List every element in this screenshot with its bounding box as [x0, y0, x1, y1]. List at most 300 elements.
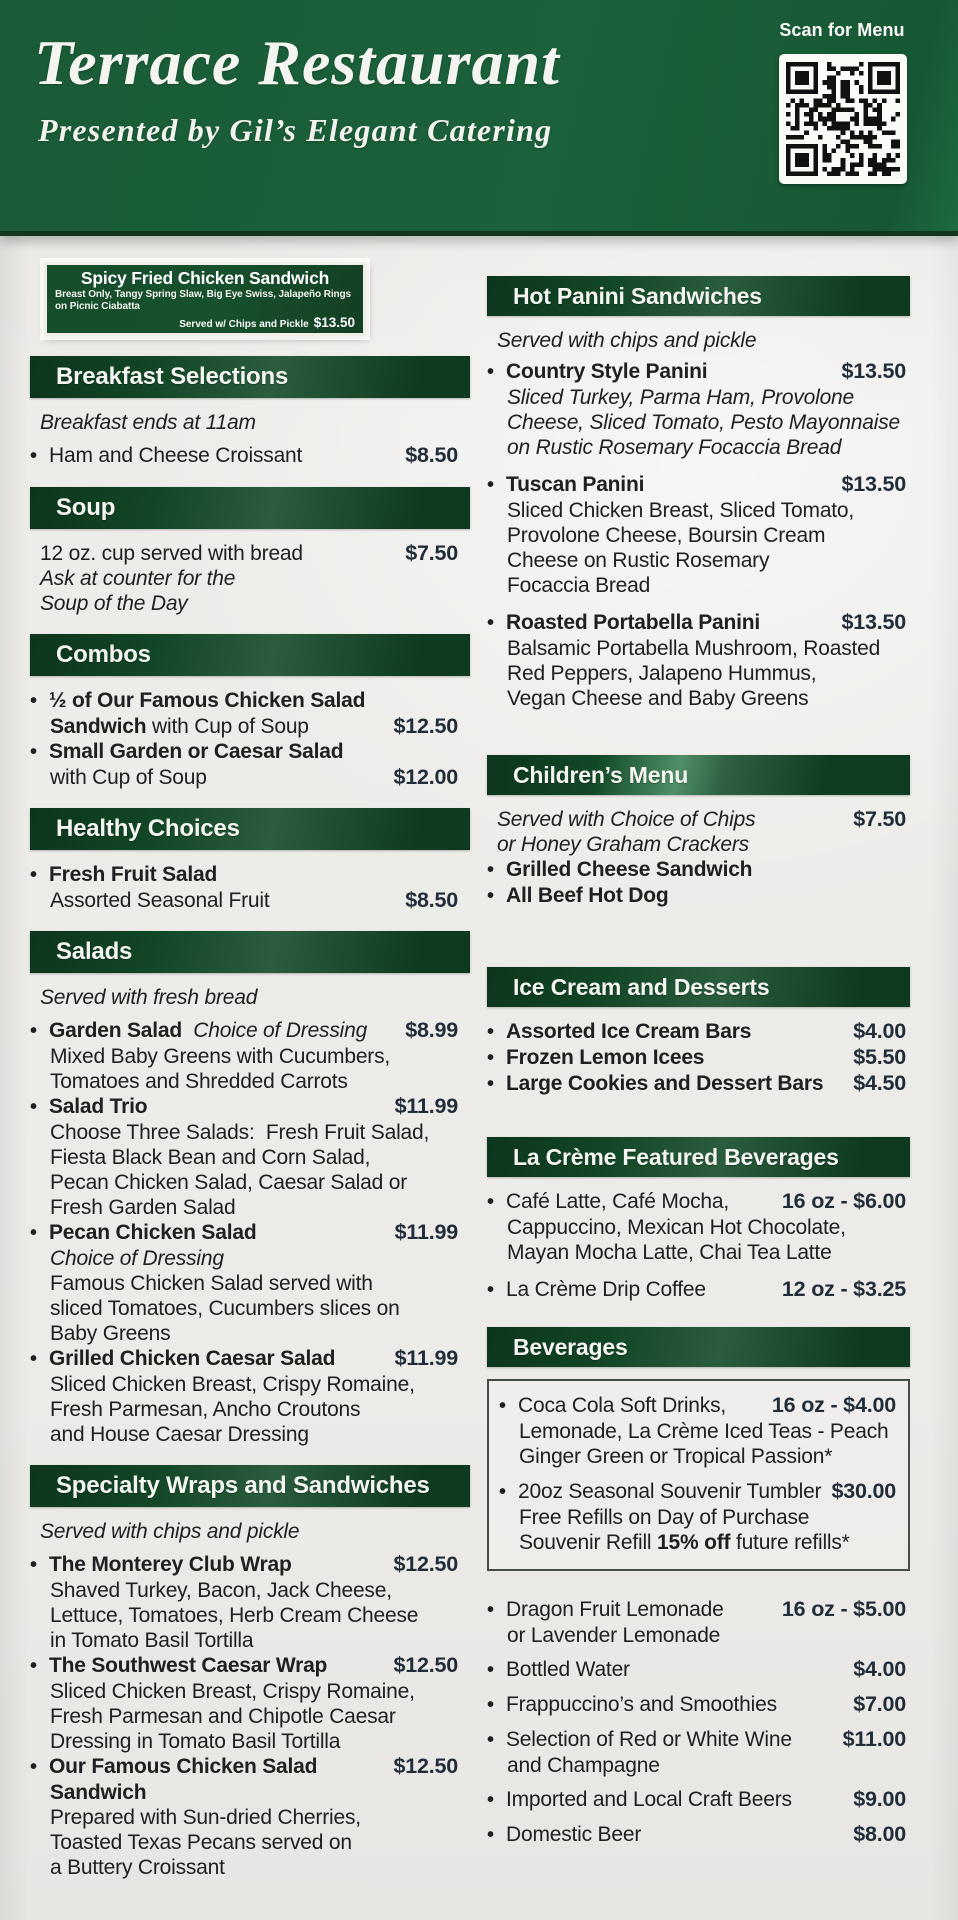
menu-item-price: $9.00 — [853, 1787, 906, 1811]
text-segment: Served with Choice of Chips — [497, 808, 756, 831]
menu-row — [487, 1071, 910, 1097]
text-segment: Cappuccino, Mexican Hot Chocolate, — [507, 1216, 846, 1239]
menu-row — [30, 888, 470, 913]
menu-item-text — [49, 1220, 256, 1245]
menu-row — [30, 1519, 470, 1544]
menu-row — [30, 1422, 470, 1447]
menu-item-text — [40, 591, 188, 616]
text-segment: Imported and Local Craft Beers — [506, 1788, 792, 1811]
menu-row — [487, 686, 910, 711]
text-segment: Domestic Beer — [506, 1823, 642, 1846]
text-segment: Ginger Green or Tropical Passion* — [519, 1445, 833, 1468]
menu-item-text — [507, 435, 841, 460]
text-segment: Tomatoes and Shredded Carrots — [50, 1070, 348, 1093]
menu-row — [487, 1215, 910, 1240]
menu-section — [487, 276, 910, 711]
menu-item-text — [506, 1045, 704, 1070]
menu-row — [30, 1704, 470, 1729]
text-segment: Balsamic Portabella Mushroom, Roasted — [507, 637, 881, 660]
menu-item-text — [506, 1787, 792, 1812]
menu-item-text — [50, 1397, 360, 1422]
menu-item-text — [49, 688, 365, 713]
menu-item-text — [40, 410, 256, 435]
menu-item-text — [50, 1069, 348, 1094]
bullet: • — [30, 1020, 37, 1042]
bullet: • — [487, 1021, 494, 1043]
menu-row — [30, 1069, 470, 1094]
menu-item-text — [49, 739, 343, 764]
menu-item-text — [507, 548, 769, 573]
menu-item-price: $12.00 — [393, 765, 458, 789]
section-title: Beverages — [513, 1334, 628, 1360]
menu-row — [487, 832, 910, 857]
text-segment: Fresh Garden Salad — [50, 1196, 236, 1219]
menu-item-text — [507, 661, 816, 686]
menu-row — [499, 1393, 900, 1419]
section-rows — [30, 410, 470, 469]
section-title: Healthy Choices — [56, 815, 240, 842]
text-segment: Pecan Chicken Salad, Caesar Salad or — [50, 1171, 408, 1194]
menu-item-text — [507, 573, 650, 598]
menu-item-text — [50, 1246, 224, 1271]
text-segment: Fresh Parmesan, Ancho Croutons — [50, 1398, 361, 1421]
section-title: Breakfast Selections — [56, 363, 289, 390]
section-title: Ice Cream and Desserts — [513, 974, 770, 1000]
text-segment: 15% off — [657, 1531, 731, 1554]
text-segment: Sandwich — [50, 1781, 147, 1804]
menu-item-text — [506, 883, 668, 908]
text-segment: and Champagne — [507, 1754, 660, 1777]
text-segment: Choice of Dressing — [181, 1019, 368, 1042]
menu-section — [30, 487, 470, 616]
menu-item-text — [507, 410, 900, 435]
menu-row — [487, 1623, 910, 1648]
menu-row — [30, 714, 470, 739]
menu-item-text — [507, 1215, 846, 1240]
menu-item-price: $7.50 — [853, 807, 906, 831]
text-segment: Toasted Texas Pecans served on — [50, 1831, 352, 1854]
text-segment: Fiesta Black Bean and Corn Salad, — [50, 1146, 371, 1169]
menu-item-price: $13.50 — [841, 359, 906, 383]
bullet: • — [487, 1073, 494, 1095]
section-rows — [30, 688, 470, 790]
menu-row — [30, 1653, 470, 1679]
menu-row — [30, 541, 470, 566]
menu-item-text — [40, 566, 235, 591]
section-title: Soup — [56, 494, 116, 521]
menu-item-text — [49, 1754, 317, 1779]
menu-row — [499, 1419, 900, 1444]
section-header-bar — [30, 808, 470, 850]
menu-item-price: $7.00 — [853, 1692, 906, 1716]
bullet: • — [30, 1222, 37, 1244]
section-rows — [30, 1519, 470, 1880]
section-title: Children’s Menu — [513, 762, 689, 788]
text-segment: Dragon Fruit Lemonade — [506, 1598, 724, 1621]
text-segment: Mayan Mocha Latte, Chai Tea Latte — [507, 1241, 832, 1264]
bullet: • — [487, 1789, 494, 1811]
menu-item-text — [506, 1189, 729, 1214]
scan-for-menu-label: Scan for Menu — [779, 20, 905, 40]
text-segment: Cheese, Sliced Tomato, Pesto Mayonnaise — [507, 411, 900, 434]
menu-row — [30, 1246, 470, 1271]
menu-item-text — [50, 1578, 392, 1603]
menu-row — [487, 1277, 910, 1303]
text-segment: with Cup of Soup — [146, 715, 309, 738]
menu-row — [487, 573, 910, 598]
menu-item-text — [49, 862, 217, 887]
bullet: • — [499, 1395, 506, 1417]
text-segment: Roasted Portabella Panini — [506, 611, 761, 634]
menu-row — [30, 862, 470, 888]
text-segment: Served with fresh bread — [40, 986, 258, 1009]
text-segment: a Buttery Croissant — [50, 1856, 225, 1879]
menu-item-text — [506, 1597, 724, 1622]
section-header-bar — [487, 1327, 910, 1367]
menu-row — [30, 1855, 470, 1880]
text-segment: Soup of the Day — [40, 592, 188, 615]
menu-item-text — [506, 472, 644, 497]
text-segment: on Rustic Rosemary Focaccia Bread — [507, 436, 842, 459]
menu-row — [30, 1397, 470, 1422]
text-segment: Ham and Cheese Croissant — [49, 444, 303, 467]
menu-row — [487, 883, 910, 909]
menu-row — [499, 1530, 900, 1555]
menu-row — [30, 1145, 470, 1170]
menu-row — [487, 857, 910, 883]
section-header-bar — [30, 356, 470, 398]
text-segment: Sliced Chicken Breast, Crispy Romaine, — [50, 1680, 415, 1703]
menu-row — [30, 1754, 470, 1780]
menu-item-text — [507, 523, 825, 548]
menu-item-text — [50, 1830, 352, 1855]
menu-row — [30, 985, 470, 1010]
bullet: • — [487, 1659, 494, 1681]
menu-item-text — [50, 1120, 429, 1145]
text-segment: Red Peppers, Jalapeno Hummus, — [507, 662, 817, 685]
text-segment: Bottled Water — [506, 1658, 630, 1681]
text-segment: ½ of Our Famous Chicken Salad — [49, 689, 366, 712]
section-title: Hot Panini Sandwiches — [513, 283, 762, 309]
menu-row — [487, 661, 910, 686]
menu-row — [30, 1578, 470, 1603]
section-header-bar — [487, 1137, 910, 1177]
bullet: • — [30, 690, 37, 712]
menu-row — [487, 636, 910, 661]
menu-row — [487, 1045, 910, 1071]
menu-item-text — [50, 1296, 400, 1321]
section-rows — [30, 862, 470, 913]
text-segment: Frozen Lemon Icees — [506, 1046, 705, 1069]
text-segment: Selection of Red or White Wine — [506, 1728, 792, 1751]
menu-item-price: $11.99 — [394, 1094, 458, 1118]
text-segment: Focaccia Bread — [507, 574, 651, 597]
menu-item-text — [506, 1657, 630, 1682]
menu-row — [30, 1679, 470, 1704]
menu-section — [487, 967, 910, 1097]
text-segment: Choose Three Salads: Fresh Fruit Salad, — [50, 1121, 430, 1144]
bullet: • — [487, 1694, 494, 1716]
menu-item-text — [40, 541, 303, 566]
section-title: La Crème Featured Beverages — [513, 1144, 839, 1170]
text-segment: Served with chips and pickle — [40, 1520, 300, 1543]
bullet: • — [30, 445, 37, 467]
menu-row — [30, 1195, 470, 1220]
text-segment: Fresh Fruit Salad — [49, 863, 218, 886]
menu-row — [487, 435, 910, 460]
text-segment: Pecan Chicken Salad — [49, 1221, 257, 1244]
section-rows — [30, 541, 470, 616]
menu-item-price: $8.99 — [405, 1018, 458, 1042]
menu-row — [487, 523, 910, 548]
menu-item-text — [40, 985, 257, 1010]
menu-item-text — [49, 1552, 292, 1577]
menu-item-price: 16 oz - $4.00 — [771, 1393, 896, 1417]
bullet: • — [487, 859, 494, 881]
bullet: • — [499, 1481, 506, 1503]
menu-item-price: 16 oz - $6.00 — [781, 1189, 906, 1213]
menu-item-text — [50, 1855, 225, 1880]
menu-item-text — [519, 1530, 850, 1555]
menu-item-price: $12.50 — [393, 1653, 458, 1677]
menu-row — [487, 1727, 910, 1753]
menu-section — [487, 1137, 910, 1303]
menu-item-text — [50, 1805, 361, 1830]
menu-item-text — [49, 1653, 327, 1678]
menu-row — [487, 1753, 910, 1778]
menu-item-text — [50, 1603, 418, 1628]
menu-row — [487, 1019, 910, 1045]
menu-row — [30, 1830, 470, 1855]
menu-row — [487, 1657, 910, 1683]
menu-item-text — [519, 1505, 809, 1530]
menu-row — [30, 1628, 470, 1653]
menu-item-price: $4.00 — [853, 1657, 906, 1681]
menu-item-text — [497, 807, 755, 832]
section-header-bar — [30, 1465, 470, 1507]
section-rows — [30, 985, 470, 1447]
menu-item-price: $13.50 — [841, 610, 906, 634]
menu-item-price: $5.50 — [853, 1045, 906, 1069]
menu-row — [30, 566, 470, 591]
text-segment: Garden Salad — [49, 1019, 182, 1042]
menu-row — [30, 739, 470, 765]
menu-item-text — [50, 765, 207, 790]
text-segment: with Cup of Soup — [50, 766, 207, 789]
section-title: Specialty Wraps and Sandwiches — [56, 1472, 430, 1499]
bullet: • — [30, 1554, 37, 1576]
menu-item-text — [50, 888, 270, 913]
menu-item-text — [50, 1372, 415, 1397]
menu-row — [30, 1321, 470, 1346]
section-header-bar — [487, 967, 910, 1007]
menu-row — [487, 359, 910, 385]
bullet: • — [30, 741, 37, 763]
text-segment: Ask at counter for the — [40, 567, 236, 590]
menu-item-price: $4.00 — [853, 1019, 906, 1043]
promo-banner-price: $13.50 — [313, 315, 355, 330]
menu-row — [499, 1505, 900, 1530]
text-segment: Lemonade, La Crème Iced Teas - Peach — [519, 1420, 889, 1443]
menu-row — [487, 410, 910, 435]
menu-row — [487, 548, 910, 573]
text-segment: in Tomato Basil Tortilla — [50, 1629, 254, 1652]
qr-code-image — [786, 62, 900, 176]
text-segment: The Southwest Caesar Wrap — [49, 1654, 328, 1677]
menu-item-text — [518, 1393, 726, 1418]
promo-banner-served-text: Served w/ Chips and Pickle — [179, 319, 309, 330]
section-header-bar — [30, 931, 470, 973]
menu-item-text — [50, 1044, 390, 1069]
menu-item-text — [507, 1753, 660, 1778]
text-segment: Prepared with Sun-dried Cherries, — [50, 1806, 361, 1829]
bullet: • — [487, 474, 494, 496]
menu-row — [30, 1780, 470, 1805]
text-segment: Sliced Turkey, Parma Ham, Provolone — [507, 386, 855, 409]
section-rows — [487, 1597, 910, 1848]
menu-item-price: $7.50 — [405, 541, 458, 565]
text-segment: 20oz Seasonal Souvenir Tumbler — [518, 1480, 822, 1503]
menu-section — [487, 755, 910, 909]
menu-row — [487, 385, 910, 410]
menu-item-text — [506, 1692, 777, 1717]
menu-item-text — [49, 1018, 367, 1043]
bullet: • — [30, 1096, 37, 1118]
bullet: • — [487, 361, 494, 383]
menu-row — [30, 1170, 470, 1195]
menu-row — [30, 443, 470, 469]
text-segment: or Lavender Lemonade — [507, 1624, 721, 1647]
menu-item-text — [50, 1729, 340, 1754]
text-segment: Free Refills on Day of Purchase — [519, 1506, 810, 1529]
menu-row — [30, 1220, 470, 1246]
text-segment: Large Cookies and Dessert Bars — [506, 1072, 824, 1095]
text-segment: Frappuccino’s and Smoothies — [506, 1693, 777, 1716]
bullet: • — [30, 1348, 37, 1370]
menu-item-text — [506, 1019, 751, 1044]
menu-item-text — [506, 1277, 706, 1302]
menu-section — [487, 1327, 910, 1848]
menu-item-text — [507, 1623, 720, 1648]
menu-row — [30, 1018, 470, 1044]
menu-item-text — [506, 1727, 792, 1752]
menu-section — [30, 634, 470, 790]
section-header-bar — [487, 755, 910, 795]
bullet: • — [30, 864, 37, 886]
text-segment: The Monterey Club Wrap — [49, 1553, 292, 1576]
text-segment: Choice of Dressing — [50, 1247, 224, 1270]
menu-item-text — [49, 1346, 335, 1371]
menu-item-text — [506, 857, 752, 882]
menu-item-text — [519, 1444, 832, 1469]
menu-row — [487, 498, 910, 523]
menu-item-text — [50, 1628, 253, 1653]
menu-row — [30, 1271, 470, 1296]
menu-item-text — [506, 610, 760, 635]
beverages-box — [487, 1379, 910, 1571]
text-segment: or Honey Graham Crackers — [497, 833, 749, 856]
menu-item-text — [50, 1170, 407, 1195]
menu-row — [487, 1692, 910, 1718]
bullet: • — [487, 1599, 494, 1621]
menu-row — [30, 765, 470, 790]
menu-item-text — [50, 1704, 396, 1729]
bullet: • — [487, 885, 494, 907]
menu-item-text — [40, 1519, 299, 1544]
menu-row — [487, 1240, 910, 1265]
text-segment: Dressing in Tomato Basil Tortilla — [50, 1730, 341, 1753]
section-rows — [487, 807, 910, 909]
menu-item-price: $13.50 — [841, 472, 906, 496]
menu-item-text — [50, 1145, 370, 1170]
menu-row — [487, 1189, 910, 1215]
menu-row — [487, 472, 910, 498]
menu-row — [487, 1597, 910, 1623]
text-segment: Famous Chicken Salad served with — [50, 1272, 373, 1295]
text-segment: sliced Tomatoes, Cucumbers slices on — [50, 1297, 400, 1320]
menu-item-text — [50, 1780, 146, 1805]
menu-item-text — [497, 328, 756, 353]
menu-row — [30, 1729, 470, 1754]
text-segment: Baby Greens — [50, 1322, 171, 1345]
text-segment: Served with chips and pickle — [497, 329, 757, 352]
text-segment: La Crème Drip Coffee — [506, 1278, 706, 1301]
text-segment: Sliced Chicken Breast, Crispy Romaine, — [50, 1373, 415, 1396]
text-segment: Shaved Turkey, Bacon, Jack Cheese, — [50, 1579, 392, 1602]
text-segment: Small Garden or Caesar Salad — [49, 740, 344, 763]
text-segment: All Beef Hot Dog — [506, 884, 669, 907]
text-segment: 12 oz. cup served with bread — [40, 542, 303, 565]
text-segment: Country Style Panini — [506, 360, 708, 383]
text-segment: Café Latte, Café Mocha, — [506, 1190, 730, 1213]
text-segment: Sandwich — [50, 715, 147, 738]
text-segment: Assorted Seasonal Fruit — [50, 889, 270, 912]
menu-row — [30, 1094, 470, 1120]
menu-item-price: 12 oz - $3.25 — [781, 1277, 906, 1301]
menu-row — [30, 1044, 470, 1069]
menu-section — [30, 356, 470, 469]
menu-section — [30, 1465, 470, 1880]
menu-item-text — [50, 1422, 309, 1447]
menu-row — [487, 807, 910, 832]
promo-banner-title: Spicy Fried Chicken Sandwich — [80, 268, 330, 288]
text-segment: Vegan Cheese and Baby Greens — [507, 687, 809, 710]
text-segment: Our Famous Chicken Salad — [49, 1755, 318, 1778]
menu-row — [487, 1787, 910, 1813]
menu-item-text — [506, 359, 707, 384]
column-left — [30, 262, 470, 1898]
page-subtitle: Presented by Gil’s Elegant Catering — [38, 112, 553, 148]
section-rows — [487, 328, 910, 711]
menu-item-text — [507, 636, 880, 661]
section-header-bar — [487, 276, 910, 316]
menu-item-price: $12.50 — [393, 714, 458, 738]
menu-item-price: $30.00 — [831, 1479, 896, 1503]
page-title: Terrace Restaurant — [34, 27, 560, 98]
menu-item-price: 16 oz - $5.00 — [781, 1597, 906, 1621]
menu-item-text — [49, 443, 302, 468]
menu-item-price: $11.99 — [394, 1220, 458, 1244]
text-segment: Cheese on Rustic Rosemary — [507, 549, 770, 572]
section-header-bar — [30, 487, 470, 529]
menu-item-text — [519, 1419, 888, 1444]
menu-row — [30, 410, 470, 435]
menu-row — [499, 1479, 900, 1505]
promo-banner-served-note — [179, 315, 355, 330]
menu-item-text — [50, 714, 309, 739]
bullet: • — [487, 1824, 494, 1846]
text-segment: Provolone Cheese, Boursin Cream — [507, 524, 826, 547]
